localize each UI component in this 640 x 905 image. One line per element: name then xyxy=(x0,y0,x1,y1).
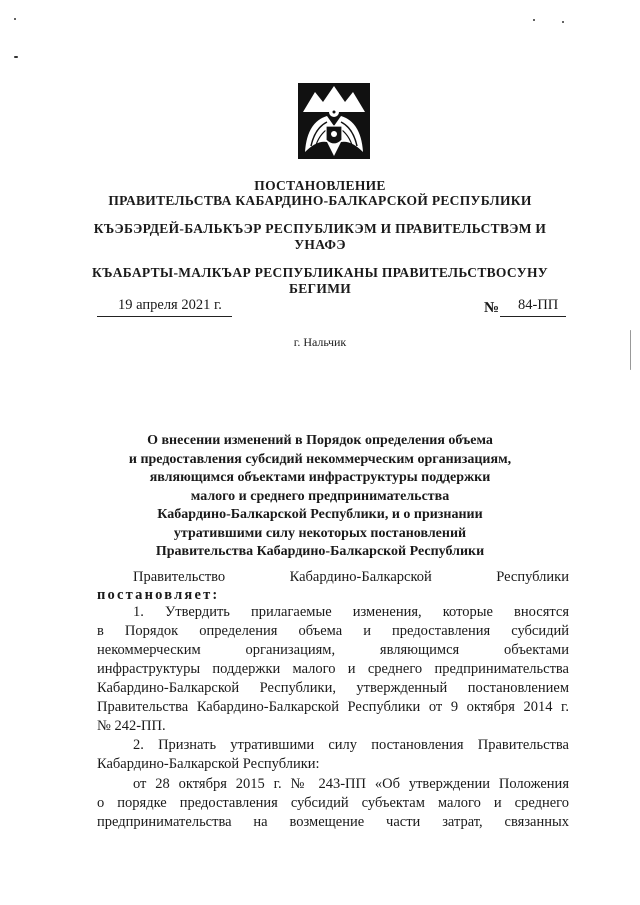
paragraph-2-line: 2. Признать утратившими силу постановления Правительства xyxy=(133,737,569,753)
scan-speck xyxy=(562,21,564,23)
paragraph-1-line: инфраструктуры поддержки малого и среднего предпринимательства xyxy=(97,661,569,677)
city-label: г. Нальчик xyxy=(293,335,347,349)
paragraph-1-line: № 242-ПП. xyxy=(97,718,166,734)
coat-of-arms-emblem xyxy=(297,82,371,160)
government-name-bal-line1: КЪАБАРТЫ-МАЛКЪАР РЕСПУБЛИКАНЫ ПРАВИТЕЛЬСТВОСУНУ xyxy=(92,265,548,280)
decree-title xyxy=(0,432,640,562)
title-line: О внесении изменений в Порядок определения объема xyxy=(147,433,493,448)
resolution-verb: постановляет: xyxy=(97,587,220,603)
paragraph-1-line: Правительства Кабардино-Балкарской Республики от 9 октября 2014 г. xyxy=(97,699,569,715)
decree-number: 84-ПП xyxy=(518,297,559,313)
title-line: и предоставления субсидий некоммерческим организациям, xyxy=(128,451,512,467)
paragraph-1-line: некоммерческим организациям, являющимся объектами xyxy=(97,642,569,658)
government-name-kab-line1: КЪЭБЭРДЕЙ-БАЛЬКЪЭР РЕСПУБЛИКЭМ И ПРАВИТЕЛЬСТВЭМ И xyxy=(93,221,547,236)
paragraph-1-line: в Порядок определения объема и предоставления субсидий xyxy=(97,623,569,639)
government-name-ru: ПРАВИТЕЛЬСТВА КАБАРДИНО-БАЛКАРСКОЙ РЕСПУБЛИКИ xyxy=(108,193,532,208)
paragraph-3-line: от 28 октября 2015 г. № 243-ПП «Об утверждении Положения xyxy=(133,776,569,792)
title-line: утратившими силу некоторых постановлений xyxy=(173,525,467,541)
paragraph-1-line: 1. Утвердить прилагаемые изменения, которые вносятся xyxy=(133,604,569,620)
paragraph-3-line: о порядке предоставления субсидий субъектам малого и среднего xyxy=(97,795,569,811)
paragraph-1-line: Кабардино-Балкарской Республики, утвержденный постановлением xyxy=(97,680,569,696)
paragraph-3-line: предпринимательства на возмещение части затрат, связанных xyxy=(97,814,569,830)
scan-speck xyxy=(533,19,535,21)
title-line: малого и среднего предпринимательства xyxy=(190,488,450,504)
scan-speck xyxy=(14,56,18,58)
scan-speck xyxy=(14,18,16,20)
government-name-kab-line2: УНАФЭ xyxy=(294,237,346,252)
decree-date: 19 апреля 2021 г. xyxy=(118,297,222,313)
title-line: Кабардино-Балкарской Республики, и о признании xyxy=(157,507,483,522)
doc-type-heading: ПОСТАНОВЛЕНИЕ xyxy=(254,178,386,193)
number-sign: № xyxy=(484,300,500,316)
number-underline xyxy=(500,316,566,317)
date-underline xyxy=(97,316,232,317)
government-name-bal-line2: БЕГИМИ xyxy=(288,281,352,296)
title-line: являющимся объектами инфраструктуры поддержки xyxy=(149,470,491,485)
title-line: Правительства Кабардино-Балкарской Республики xyxy=(155,544,485,559)
paragraph-2-line: Кабардино-Балкарской Республики: xyxy=(97,756,320,772)
intro-line: Правительство Кабардино-Балкарской Республики xyxy=(133,569,569,585)
